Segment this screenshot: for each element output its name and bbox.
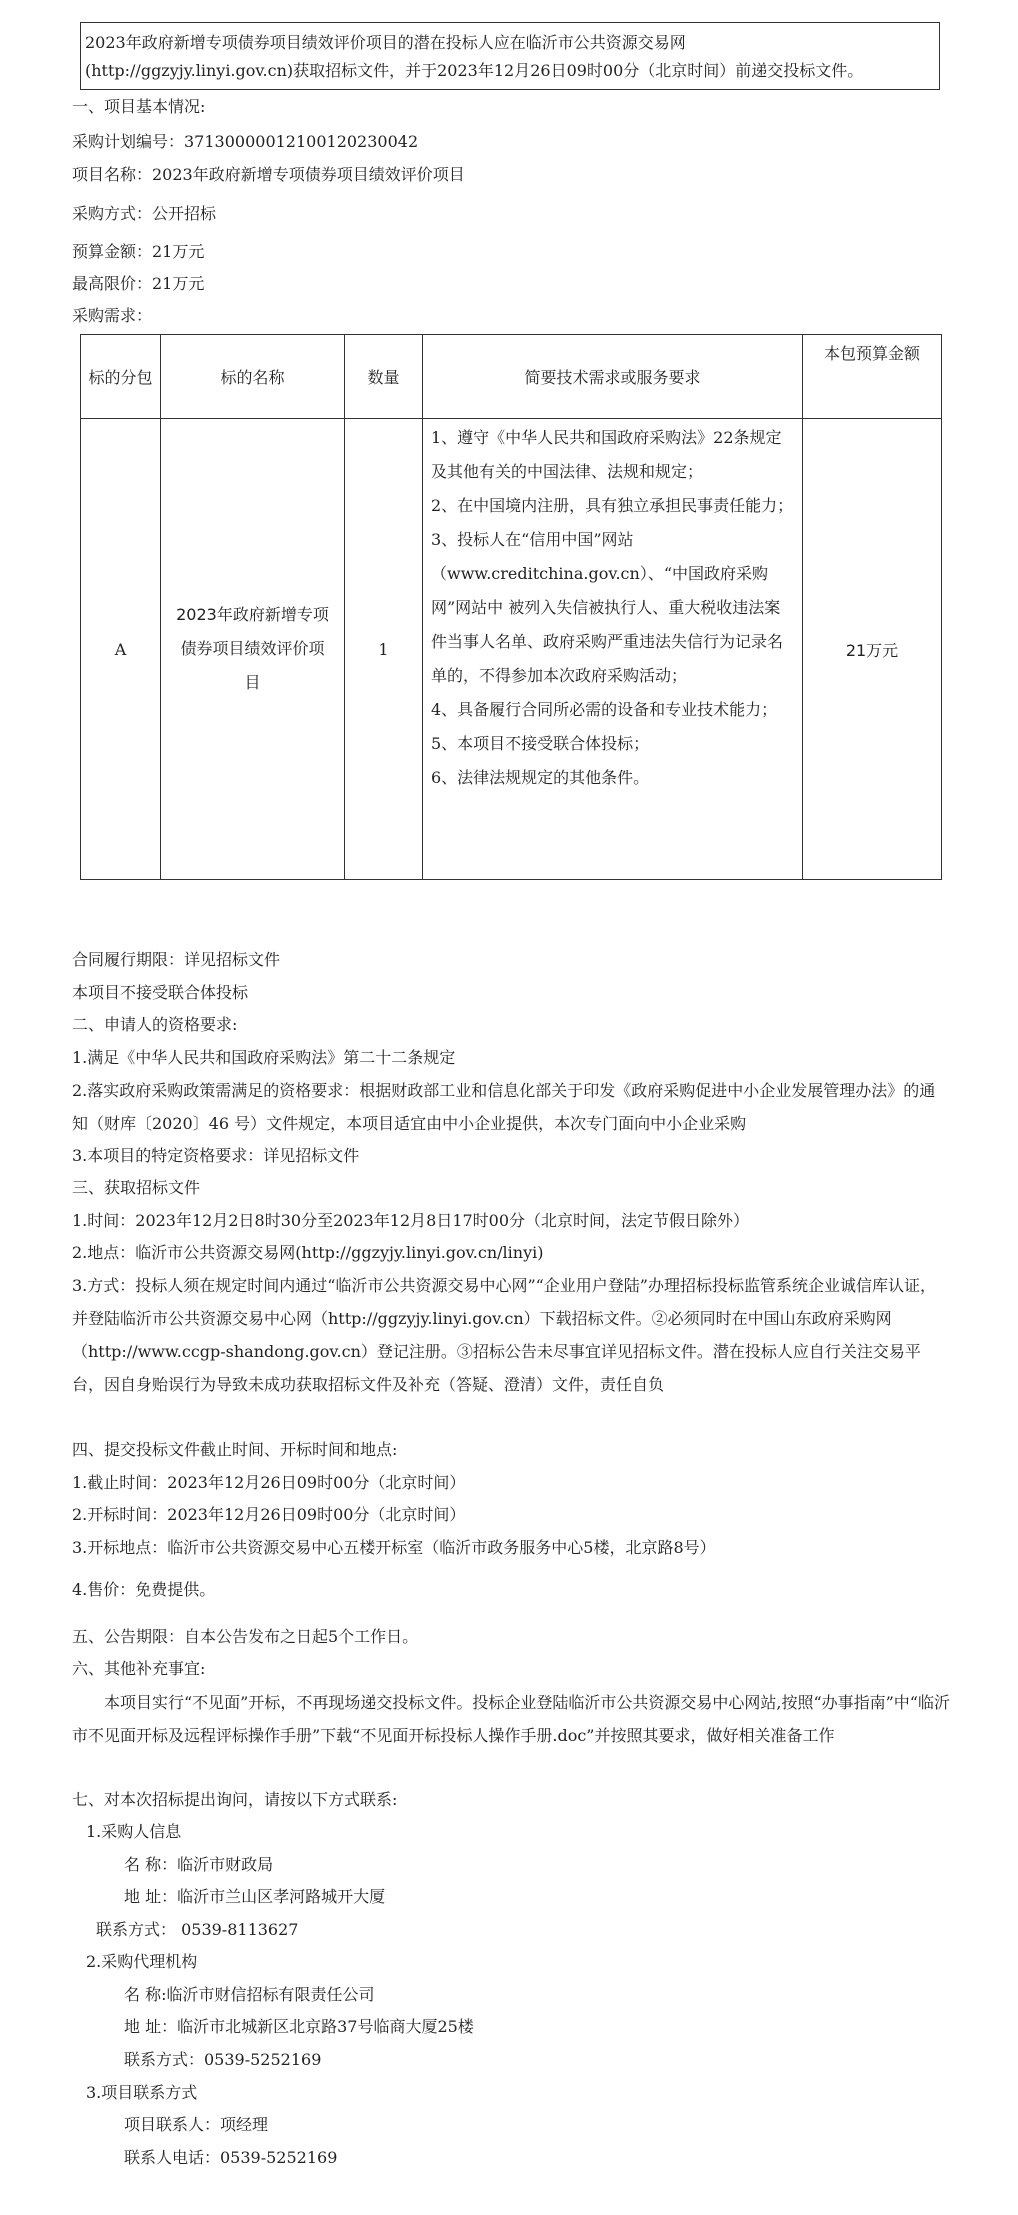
section3-heading: 三、获取招标文件 (72, 1178, 201, 1197)
purchaser-name: 名 称：临沂市财政局 (124, 1855, 274, 1874)
cell-name: 2023年政府新增专项债券项目绩效评价项目 (161, 419, 345, 880)
header-budget: 本包预算金额 (803, 335, 942, 419)
procurement-needs: 采购需求： (72, 306, 153, 325)
notice-box (80, 22, 940, 90)
purchaser-address: 地 址：临沂市兰山区孝河路城开大厦 (124, 1887, 386, 1906)
section1-heading: 一、项目基本情况: (72, 97, 206, 116)
agency-address: 地 址：临沂市北城新区北京路37号临商大厦25楼 (124, 2017, 474, 2036)
section6-text: 本项目实行“不见面”开标，不再现场递交投标文件。投标企业登陆临沂市公共资源交易中心网站,按照“办事指南”中“临沂市不见面开标及远程评标操作手册”下载“不见面开标投标人操作手册.doc”并按照其要求，做好相关准备工作 (72, 1693, 950, 1745)
contract-period: 合同履行期限：详见招标文件 (72, 950, 281, 969)
table-row (81, 419, 942, 880)
section7-heading: 七、对本次招标提出询问，请按以下方式联系: (72, 1790, 398, 1809)
table-header-row (81, 335, 942, 419)
qualification-item-2: 2.落实政府采购政策需满足的资格要求：根据财政部工业和信息化部关于印发《政府采购促进中小企业发展管理办法》的通知（财库〔2020〕46 号）文件规定，本项目适宜由中小企业提供，本次专门面向中小企业采购 (72, 1081, 936, 1133)
qualification-item-1: 1.满足《中华人民共和国政府采购法》第二十二条规定 (72, 1048, 456, 1067)
notice-line-2: (http://ggzyjy.linyi.gov.cn)获取招标文件，并于2023年12月26日09时00分（北京时间）前递交投标文件。 (85, 61, 864, 80)
purchaser-contact: 联系方式： 0539-8113627 (96, 1920, 299, 1939)
purchaser-title: 1.采购人信息 (86, 1822, 182, 1841)
requirement-item: 6、法律法规规定的其他条件。 (431, 768, 650, 787)
obtain-method: 3.方式：投标人须在规定时间内通过“临沂市公共资源交易中心网”“企业用户登陆”办理招标投标监管系统企业诚信库认证，并登陆临沂市公共资源交易中心网（http://ggzyjy.linyi.gov.cn）下载招标文件。②必须同时在中国山东政府采购网（http://www.ccgp-shandong.gov.cn）登记注册。③招标公告未尽事宜详见招标文件。潜在投标人应自行关注交易平台，因自身贻误行为导致未成功获取招标文件及补充（答疑、澄清）文件，责任自负 (72, 1276, 936, 1394)
opening-time: 2.开标时间：2023年12月26日09时00分（北京时间） (72, 1505, 466, 1524)
section4-heading: 四、提交投标文件截止时间、开标时间和地点: (72, 1440, 398, 1459)
max-price: 最高限价：21万元 (72, 274, 205, 293)
obtain-time: 1.时间：2023年12月2日8时30分至2023年12月8日17时00分（北京时间，法定节假日除外） (72, 1211, 750, 1230)
plan-number: 采购计划编号：371300000121001202300​42 (72, 132, 419, 151)
budget-amount: 预算金额：21万元 (72, 242, 205, 261)
document-price: 4.售价：免费提供。 (72, 1580, 216, 1599)
header-requirements: 简要技术需求或服务要求 (423, 335, 803, 419)
cell-package: A (81, 419, 161, 880)
section2-heading: 二、申请人的资格要求: (72, 1015, 238, 1034)
project-contact-person: 项目联系人：项经理 (124, 2115, 269, 2134)
requirement-item: 1、遵守《中华人民共和国政府采购法》22条规定及其他有关的中国法律、法规和规定； (431, 428, 782, 481)
requirement-item: 5、本项目不接受联合体投标； (431, 734, 650, 753)
qualification-item-3: 3.本项目的特定资格要求：详见招标文件 (72, 1146, 360, 1165)
requirements-table (80, 334, 942, 880)
project-contact-phone: 联系人电话：0539-5252169 (124, 2148, 338, 2167)
project-name: 项目名称：2023年政府新增专项债券项目绩效评价项目 (72, 165, 465, 184)
header-name: 标的名称 (161, 335, 345, 419)
requirement-item: 4、具备履行合同所必需的设备和专业技术能力； (431, 700, 778, 719)
opening-place: 3.开标地点：临沂市公共资源交易中心五楼开标室（临沂市政务服务中心5楼，北京路8号） (72, 1538, 716, 1557)
requirement-item: 2、在中国境内注册，具有独立承担民事责任能力； (431, 496, 794, 515)
agency-name: 名 称:临沂市财信招标有限责任公司 (124, 1985, 375, 2004)
cell-quantity: 1 (345, 419, 423, 880)
submission-deadline: 1.截止时间：2023年12月26日09时00分（北京时间） (72, 1473, 466, 1492)
no-consortium: 本项目不接受联合体投标 (72, 983, 249, 1002)
section6-heading: 六、其他补充事宜: (72, 1659, 206, 1678)
notice-line-1: 2023年政府新增专项债券项目绩效评价项目的潜在投标人应在临沂市公共资源交易网 (85, 33, 686, 52)
agency-contact: 联系方式：0539-5252169 (124, 2050, 322, 2069)
agency-title: 2.采购代理机构 (86, 1952, 198, 1971)
procurement-method: 采购方式：公开招标 (72, 204, 217, 223)
project-contact-title: 3.项目联系方式 (86, 2083, 198, 2102)
section5-heading: 五、公告期限：自本公告发布之日起5个工作日。 (72, 1627, 419, 1646)
cell-requirements (423, 419, 803, 880)
header-package: 标的分包 (81, 335, 161, 419)
header-quantity: 数量 (345, 335, 423, 419)
cell-budget: 21万元 (803, 419, 942, 880)
obtain-place: 2.地点：临沂市公共资源交易网(http://ggzyjy.linyi.gov.cn/linyi) (72, 1243, 544, 1262)
requirement-item: 3、投标人在“信用中国”网站（www.creditchina.gov.cn）、“中国政府采购网”网站中 被列入失信被执行人、重大税收违法案件当事人名单、政府采购严重违法失信行为记录名单的，不得参加本次政府采购活动； (431, 530, 784, 685)
